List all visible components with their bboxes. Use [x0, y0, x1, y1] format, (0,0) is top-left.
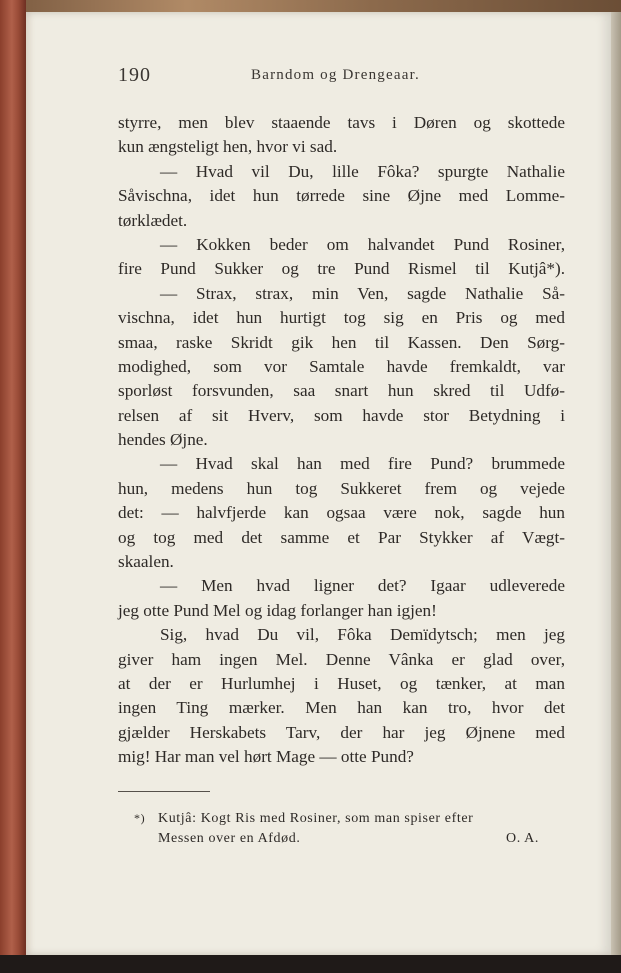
text-line: gjælder Herskabets Tarv, der har jeg Øjnene med	[118, 722, 565, 742]
text-line: kun ængsteligt hen, hvor vi sad.	[118, 137, 338, 157]
text-line: tørklædet.	[118, 210, 188, 230]
text-line: hun, medens hun tog Sukkeret frem og vejede	[118, 478, 565, 498]
page-number: 190	[118, 64, 151, 86]
text-line: styrre, men blev staaende tavs i Døren og skottede	[118, 113, 565, 132]
text-line: det: — halvfjerde kan ogsaa være nok, sagde hun	[118, 503, 565, 523]
footnote-line	[134, 808, 539, 829]
text-line: fire Pund Sukker og tre Pund Rismel til Kutjâ*).	[118, 259, 565, 279]
text-line: ingen Ting mærker. Men han kan tro, hvor det	[118, 698, 565, 718]
text-line: skaalen.	[118, 552, 174, 572]
text-line: og tog med det samme et Par Stykker af Vægt-	[118, 527, 565, 547]
footnote-line	[134, 829, 539, 849]
text-line: — Hvad skal han med fire Pund? brummede	[160, 454, 565, 474]
text-line: Sig, hvad Du vil, Fôka Demïdytsch; men jeg	[160, 625, 565, 645]
body-text	[118, 111, 565, 770]
page-edge	[611, 12, 621, 955]
text-line: at der er Hurlumhej i Huset, og tænker, at man	[118, 673, 565, 693]
footnote-rule	[118, 791, 210, 792]
text-line: jeg otte Pund Mel og idag forlanger han igjen!	[118, 600, 437, 620]
text-line: relsen af sit Hverv, som havde stor Betydning i	[118, 405, 565, 425]
running-head: Barndom og Drengeaar.	[251, 67, 420, 83]
text-line: hendes Øjne.	[118, 430, 208, 450]
footnote-text: Kutjâ: Kogt Ris med Rosiner, som man spiser efter	[158, 811, 474, 826]
book-bottom-edge	[0, 955, 621, 973]
text-line: mig! Har man vel hørt Mage — otte Pund?	[118, 747, 414, 767]
text-line: vischna, idet hun hurtigt tog sig en Pris og med	[118, 308, 565, 328]
text-line: modighed, som vor Samtale havde fremkaldt, var	[118, 356, 565, 376]
text-line: — Strax, strax, min Ven, sagde Nathalie Så-	[160, 283, 565, 303]
text-line: — Men hvad ligner det? Igaar udleverede	[160, 576, 565, 596]
page-header	[118, 64, 564, 88]
text-line: Såvischna, idet hun tørrede sine Øjne med Lomme-	[118, 186, 565, 206]
footnote-signature: O. A.	[506, 831, 539, 846]
text-line: sporløst forsvunden, saa snart hun skred til Udfø-	[118, 381, 565, 401]
text-line: — Hvad vil Du, lille Fôka? spurgte Nathalie	[160, 161, 565, 181]
text-line: giver ham ingen Mel. Denne Vânka er glad over,	[118, 649, 565, 669]
book-spine	[0, 0, 26, 973]
footnote-marker: *)	[134, 811, 146, 825]
footnote	[134, 808, 539, 849]
footnote-text: Messen over en Afdød.	[158, 831, 301, 846]
text-line: smaa, raske Skridt gik hen til Kassen. Den Sørg-	[118, 332, 565, 352]
book-top-edge	[0, 0, 621, 12]
text-line: — Kokken beder om halvandet Pund Rosiner,	[160, 234, 565, 254]
